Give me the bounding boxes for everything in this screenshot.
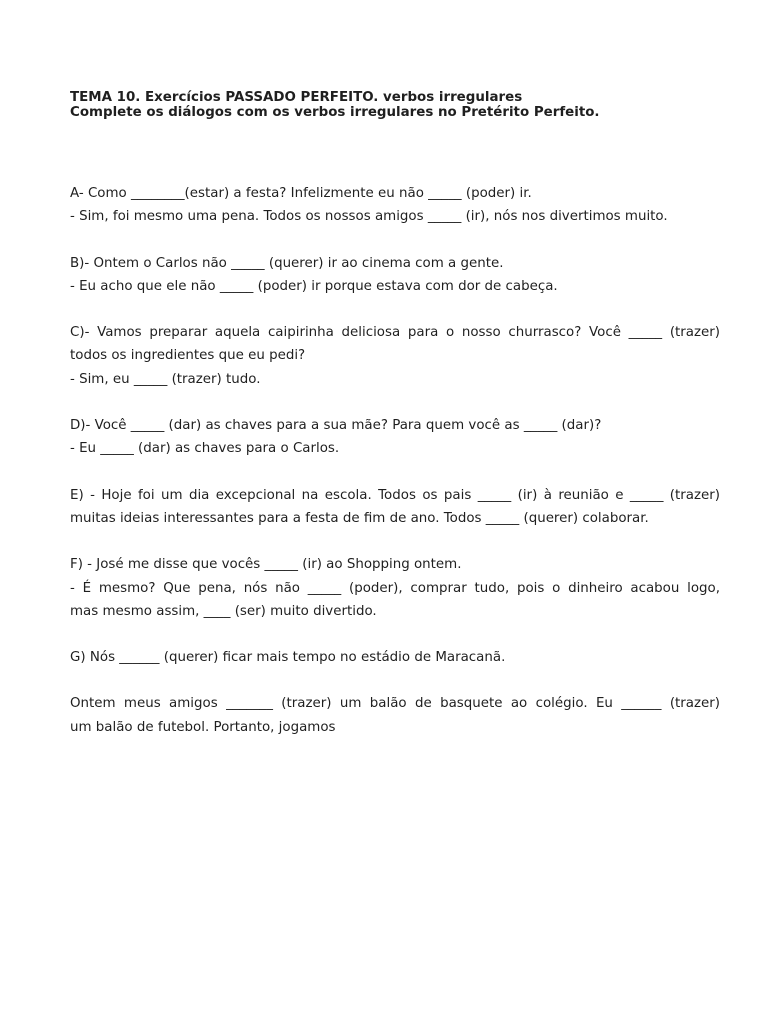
exercise-e: [70, 484, 720, 531]
exercise-line: B)- Ontem o Carlos não _____ (querer) ir ao cinema com a gente.: [70, 255, 504, 271]
exercise-line: um balão de futebol. Portanto, jogamos: [70, 719, 336, 735]
exercise-line: F) - José me disse que vocês _____ (ir) ao Shopping ontem.: [70, 557, 462, 573]
exercise-h: [70, 692, 720, 739]
exercise-b: [70, 252, 720, 299]
exercise-list: [70, 182, 720, 739]
exercise-line: - Sim, foi mesmo uma pena. Todos os nossos amigos _____ (ir), nós nos divertimos muito.: [70, 209, 668, 225]
exercise-line: todos os ingredientes que eu pedi?: [70, 348, 306, 364]
exercise-line: C)- Vamos preparar aquela caipirinha deliciosa para o nosso churrasco? Você _____ (trazer): [70, 325, 720, 341]
exercise-f: [70, 553, 720, 623]
exercise-line: G) Nós ______ (querer) ficar mais tempo no estádio de Maracanã.: [70, 650, 506, 666]
exercise-line: D)- Você _____ (dar) as chaves para a sua mãe? Para quem você as _____ (dar)?: [70, 418, 602, 434]
exercise-line: Ontem meus amigos _______ (trazer) um balão de basquete ao colégio. Eu ______ (trazer): [70, 696, 720, 712]
title-line-1: TEMA 10. Exercícios PASSADO PERFEITO. verbos irregulares: [70, 90, 523, 105]
exercise-d: [70, 414, 720, 461]
exercise-line: mas mesmo assim, ____ (ser) muito divertido.: [70, 603, 377, 619]
exercise-a: [70, 182, 720, 229]
exercise-line: A- Como ________(estar) a festa? Infelizmente eu não _____ (poder) ir.: [70, 186, 532, 201]
exercise-line: - Sim, eu _____ (trazer) tudo.: [70, 371, 261, 387]
exercise-line: - É mesmo? Que pena, nós não _____ (poder), comprar tudo, pois o dinheiro acabou logo,: [70, 580, 720, 596]
exercise-line: - Eu acho que ele não _____ (poder) ir porque estava com dor de cabeça.: [70, 278, 558, 294]
exercise-c: [70, 321, 720, 391]
document-page: [70, 90, 720, 762]
exercise-line: E) - Hoje foi um dia excepcional na escola. Todos os pais _____ (ir) à reunião e _____ (trazer): [70, 487, 720, 503]
exercise-line: muitas ideias interessantes para a festa de fim de ano. Todos _____ (querer) colaborar.: [70, 510, 649, 526]
document-title: [70, 90, 720, 120]
title-line-2: Complete os diálogos com os verbos irregulares no Pretérito Perfeito.: [70, 105, 600, 120]
exercise-g: [70, 646, 720, 669]
exercise-line: - Eu _____ (dar) as chaves para o Carlos.: [70, 441, 340, 457]
